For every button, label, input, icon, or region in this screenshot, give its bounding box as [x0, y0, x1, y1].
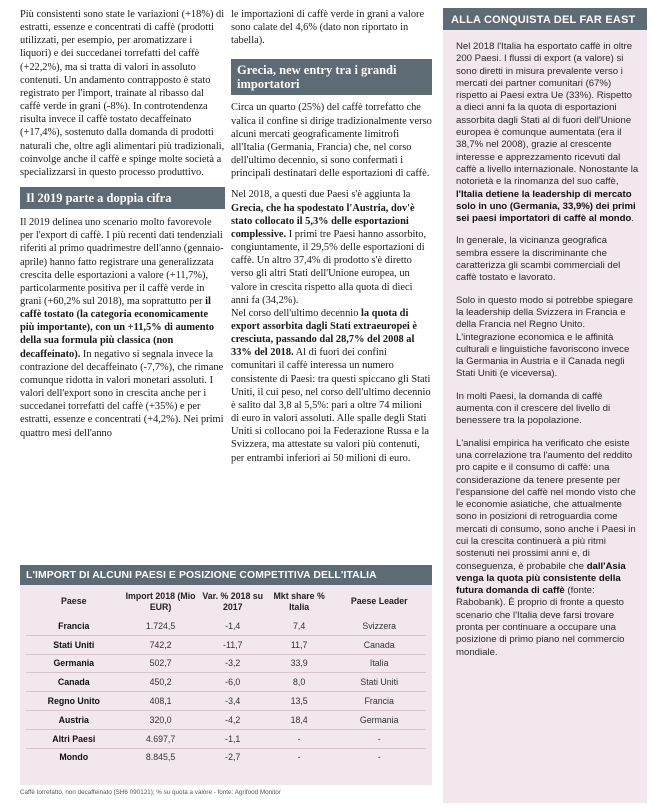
table-cell: 18,4	[266, 710, 333, 729]
table-row	[26, 748, 426, 766]
column-header: Var. % 2018 su 2017	[202, 591, 264, 612]
sidebar-paragraph: Nel 2018 l'Italia ha esportato caffè in oltre 200 Paesi. I flussi di export (a valore) si sono diretti in misura prevalente verso i mercati dei partner comunitari (67%) rispetto ai Paesi extra Ue (33%). Rispetto a dieci anni fa la quota di esportazioni assorbita dagli Stati al di fuori dell'Unione europea è comunque aumentata (era il 38,7% nel 2008), grazie al crescente interesse e apprezzamento ricevuti dal caffè a livello internazionale. Nonostante la notorietà e la rinomanza del suo caffè, l'Italia detiene la leadership di mercato solo in uno (Germania, 33,9%) dei primi sei paesi importatori di caffè al mondo.	[456, 41, 639, 225]
sidebar-paragraph: Solo in questo modo si potrebbe spiegare la leadership della Svizzera in Francia e della Francia nel Regno Unito. L'integrazione economica e le affinità culturali e linguistiche favoriscono invece la Germania in Austria e il Canada negli Stati Uniti (e viceversa).	[456, 294, 634, 380]
table-cell: 8.845,5	[122, 748, 200, 766]
table-cell: 450,2	[122, 673, 200, 692]
table-cell: Canada	[332, 635, 426, 654]
sidebar-body	[443, 30, 647, 659]
table-cell: Italia	[332, 654, 426, 673]
table-cell: Stati Uniti	[332, 673, 426, 692]
sidebar-paragraph: In generale, la vicinanza geografica sembra essere la discriminante che caratterizza gli scambi commerciali del caffè tostato e lavorato.	[456, 235, 621, 284]
import-table	[26, 585, 426, 766]
table-cell: -	[266, 748, 333, 766]
table-cell: Regno Unito	[26, 692, 122, 711]
table-cell: -6,0	[200, 673, 266, 692]
table-cell: Svizzera	[362, 620, 397, 631]
table-cell: -3,2	[200, 654, 266, 673]
table-row	[26, 654, 426, 673]
table-cell: 4.697,7	[122, 729, 200, 748]
column-header: Mkt share % Italia	[273, 591, 325, 612]
sidebar-paragraph: L'analisi empirica ha verificato che esiste una correlazione tra l'aumento del reddito pro capite e il consumo di caffè: una considerazione da tenere presente per l'espansione del caffè nel mondo visto che le economie asiatiche, che attualmente sono in posizioni di retroguardia come mercati di consumo, sono anche i Paesi in cui la crescita continuerà a più ritmi sostenuti nei prossimi anni e, di conseguenza, è probabile che dall'Asia venga la quota più consistente della futura domanda di caffè (fonte: Rabobank). È proprio di fronte a questo scenario che l'Italia deve farsi trovare pronta per continuare a occupare una posizione di primo piano nel commercio mondiale.	[456, 437, 636, 658]
paragraph: Il 2019 delinea uno scenario molto favorevole per l'export di caffè. I più recenti dati tendenziali riferiti al primo quadrimestre dell'anno (gennaio-aprile) hanno fatto registrare una generalizzata crescita delle esportazioni a valore (+11,7%), particolarmente positiva per il caffè verde in grani (+60,2% sul 2018), ma soprattutto per il caffè tostato (la categoria economicamente più importante), con un +11,5% di aumento della sua formula più classica (non decaffeinato). In negativo si segnala invece la contrazione del decaffeinato (-7,7%), che rimane comunque ridotta in valori monetari assoluti. I valori dell'export sono in crescita anche per i succedanei torrefatti del caffè (+35%) e per estratti, essenze e concentrati (+4,2%). Nei primi quattro mesi dell'anno	[20, 217, 224, 439]
table-cell: -1,1	[200, 729, 266, 748]
table-cell: Canada	[26, 673, 122, 692]
table-cell: -11,7	[200, 635, 266, 654]
table-cell: -1,4	[225, 620, 241, 631]
table-footnote: Caffè torrefatto, non decaffeinato (SH6 090121); % su quota a valore - fonte: Agrifood Monitor	[20, 789, 281, 796]
table-cell: 408,1	[122, 692, 200, 711]
table-cell: Austria	[26, 710, 122, 729]
table-cell: Germania	[26, 654, 122, 673]
table-cell: -	[332, 729, 426, 748]
table-cell: -2,7	[200, 748, 266, 766]
table-cell: 7,4	[293, 620, 306, 631]
paragraph: le importazioni di caffè verde in grani a valore sono calate del 4,6% (dato non riportato in tabella).	[231, 9, 425, 47]
table-row	[26, 692, 426, 711]
table-row	[26, 729, 426, 748]
table-title: L'IMPORT DI ALCUNI PAESI E POSIZIONE COMPETITIVA DELL'ITALIA	[20, 565, 432, 585]
column-header: Import 2018 (Mio EUR)	[125, 591, 196, 612]
section-heading: Il 2019 parte a doppia cifra	[20, 187, 225, 209]
table-cell: Francia	[332, 692, 426, 711]
paragraph: Nel 2018, a questi due Paesi s'è aggiunta la Grecia, che ha spodestato l'Austria, dov'è stato collocato il 5,3% delle esportazioni complessive. I primi tre Paesi hanno assorbito, congiuntamente, il 29,5% delle esportazioni di caffè. Un altro 37,4% di prodotto s'è diretto verso gli altri Stati dell'Unione europea, un valore in crescita rispetto alla quota di dieci anni fa (34,2%).	[231, 189, 427, 306]
table-row	[26, 710, 426, 729]
sidebar-paragraph: In molti Paesi, la domanda di caffè aumenta con il crescere del livello di benessere tra la popolazione.	[456, 390, 611, 427]
table-cell: Germania	[332, 710, 426, 729]
column-header: Paese	[61, 596, 87, 607]
column-header: Paese Leader	[350, 596, 408, 607]
table-cell: 8,0	[266, 673, 333, 692]
table-cell: -3,4	[200, 692, 266, 711]
table-cell: Altri Paesi	[26, 729, 122, 748]
sidebar-box	[443, 8, 647, 803]
table-cell: 11,7	[266, 635, 333, 654]
import-table-box	[20, 565, 432, 785]
table-cell: Mondo	[26, 748, 122, 766]
table-row	[26, 635, 426, 654]
article-column-left	[20, 8, 225, 440]
section-heading: Grecia, new entry tra i grandi importatori	[231, 59, 432, 95]
table-cell: 320,0	[122, 710, 200, 729]
table-cell: Francia	[58, 620, 90, 631]
paragraph: Più consistenti sono state le variazioni (+18%) di estratti, essenze e concentrati di caffè (prodotti utilizzati, per esempio, per aromatizzare i liquori) e dei succedanei torrefatti del caffè (+22,2%), ma si tratta di valori in assoluto contenuti. Un andamento contrapposto è stato registrato per l'import, trainate al ribasso dal caffè verde in grani (-8%). In controtendenza risulta invece il caffè tostato decaffeinato (+17,4%), sostenuto dalla domanda di prodotti naturali che, oltre agli alimentari più tradizionali, coinvolge anche il caffè e spinge molte società a specializzarsi in questo processo produttivo.	[20, 9, 225, 178]
table-cell: 13,5	[266, 692, 333, 711]
table-cell: -	[332, 748, 426, 766]
table-cell: Stati Uniti	[26, 635, 122, 654]
table-row	[26, 617, 426, 635]
table-cell: 1.724,5	[145, 620, 176, 631]
paragraph: Nel corso dell'ultimo decennio la quota di export assorbita dagli Stati extraeuropei è cresciuta, passando dal 28,7% del 2008 al 33% del 2018. Al di fuori dei confini comunitari il caffè interessa un numero consistente di Paesi: tra questi spiccano gli Stati Uniti, il cui peso, nel corso dell'ultimo decennio è salito dal 3,8 al 5,5%: pari a oltre 74 milioni di euro in valori assoluti. Alle spalle degli Stati Uniti si collocano poi la Federazione Russa e la Svizzera, ma attestate su valori più contenuti, per entrambi inferiori ai 50 milioni di euro.	[231, 307, 431, 464]
table-cell: 33,9	[266, 654, 333, 673]
article-column-middle	[231, 8, 432, 465]
table-row	[26, 673, 426, 692]
table-cell: -	[266, 729, 333, 748]
table-cell: 502,7	[122, 654, 200, 673]
sidebar-title: ALLA CONQUISTA DEL FAR EAST	[443, 8, 647, 30]
table-cell: 742,2	[122, 635, 200, 654]
paragraph: Circa un quarto (25%) del caffè torrefatto che valica il confine si dirige tradizionalmente verso alcuni mercati geograficamente limitrofi all'Italia (Germania, Francia) che, nel corso dell'ultimo decennio, si sono confermati i principali destinatari delle esportazioni di caffè.	[231, 102, 432, 180]
table-cell: -4,2	[200, 710, 266, 729]
